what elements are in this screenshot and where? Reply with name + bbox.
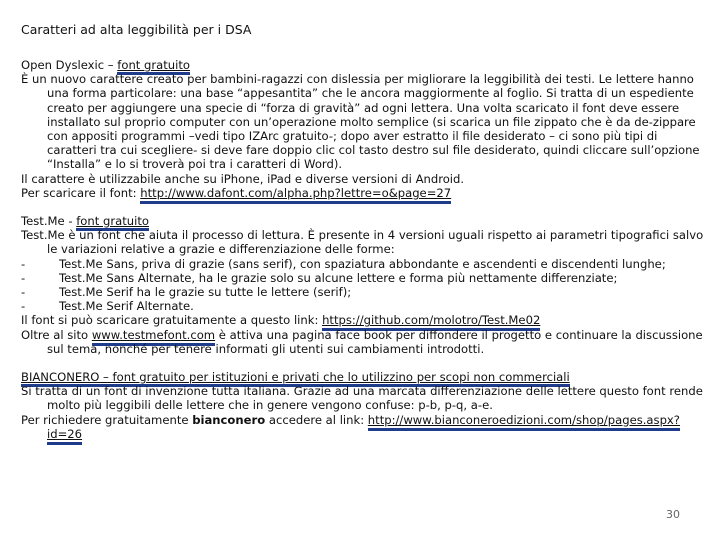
- bianconero-link[interactable]: http://www.bianconeroedizioni.com/shop/pages.aspx?id=26: [47, 413, 680, 445]
- heading-separator: -: [64, 214, 77, 229]
- request-mid: accedere al link:: [265, 412, 368, 427]
- opendyslexic-name: Open Dyslexic: [21, 58, 105, 72]
- bianconero-request: [21, 413, 682, 441]
- testme-variant: Test.Me Sans, priva di grazie (sans serif), con spaziatura abbondante e ascendenti e discendenti lunghe;: [59, 256, 666, 271]
- testme-heading: [21, 214, 706, 228]
- bullet-dash: -: [21, 299, 26, 314]
- request-prefix: Per richiedere gratuitamente: [21, 412, 193, 427]
- list-item: [21, 257, 706, 271]
- testme-variant: Test.Me Sans Alternate, ha le grazie solo su alcune lettere e forma più nettamente differenziate;: [59, 270, 618, 285]
- download-prefix: Per scaricare il font:: [21, 185, 141, 200]
- list-item: [21, 271, 706, 285]
- testme-tag: font gratuito: [76, 214, 149, 231]
- site-prefix: Oltre al sito: [21, 327, 92, 342]
- opendyslexic-heading: [21, 58, 706, 72]
- testme-download: [21, 313, 706, 327]
- testme-variant: Test.Me Serif ha le grazie su tutte le lettere (serif);: [59, 285, 352, 300]
- download-prefix: Il font si può scaricare gratuitamente a questo link:: [21, 313, 323, 328]
- page-number: 30: [666, 508, 680, 521]
- github-link[interactable]: https://github.com/molotro/Test.Me02: [322, 313, 540, 331]
- opendyslexic-download: [21, 186, 706, 200]
- bullet-dash: -: [21, 270, 26, 285]
- bullet-dash: -: [21, 256, 26, 271]
- testme-name: Test.Me: [21, 214, 65, 229]
- site-rest: è attiva una pagina face book per diffondere il progetto e continuare la discussione sul tema, nonché per tenere informati gli utenti sui cambiamenti introdotti.: [47, 327, 703, 356]
- list-item: [21, 299, 706, 313]
- bullet-dash: -: [21, 285, 26, 300]
- opendyslexic-platforms: Il carattere è utilizzabile anche su iPhone, iPad e diverse versioni di Android.: [21, 171, 465, 186]
- bianconero-heading: [21, 370, 706, 384]
- heading-separator: –: [104, 58, 118, 72]
- bianconero-title: BIANCONERO – font gratuito per istituzioni e privati che lo utilizzino per scopi non commerciali: [21, 370, 570, 387]
- slide-body: [21, 58, 706, 441]
- slide-title: Caratteri ad alta leggibilità per i DSA: [21, 22, 252, 37]
- opendyslexic-tag: font gratuito: [117, 58, 190, 75]
- testme-site: [21, 328, 706, 356]
- list-item: [21, 285, 706, 299]
- testmefont-link[interactable]: www.testmefont.com: [92, 328, 215, 346]
- bianconero-bold: bianconero: [192, 412, 266, 427]
- testme-variant: Test.Me Serif Alternate.: [59, 299, 194, 314]
- opendyslexic-description: È un nuovo carattere creato per bambini-ragazzi con dislessia per migliorare la leggibilità dei testi. Le lettere hanno una forma particolare: una base “appesantita” che le ancora maggiormente al foglio. Si tratta di un espediente creato per aggiungere una specie di “forza di gravità” ad ogni lettera. Una volta scaricato il font deve essere installato sul proprio computer con un’operazione molto semplice (si scarica un file zippato che è da de-zippare con appositi programmi –vedi tipo IZArc gratuito-; dopo aver estratto il file desiderato – ci sono più tipi di caratteri tra cui scegliere- si deve fare doppio clic col tasto destro sul file desiderato, quindi cliccare sull’opzione “Installa” e lo si troverà poi tra i caratteri di Word).: [21, 72, 700, 172]
- dafont-link[interactable]: http://www.dafont.com/alpha.php?lettre=o&page=27: [140, 186, 451, 204]
- testme-intro: Test.Me è un font che aiuta il processo di lettura. È presente in 4 versioni uguali rispetto ai parametri tipografici salvo le variazioni relative a grazie e differenziazione delle forme:: [21, 228, 704, 257]
- bianconero-description: Si tratta di un font di invenzione tutta italiana. Grazie ad una marcata differenziazione delle lettere questo font rende molto più leggibili delle lettere che in genere vengono confuse: p-b, p-q, a-e.: [21, 384, 703, 413]
